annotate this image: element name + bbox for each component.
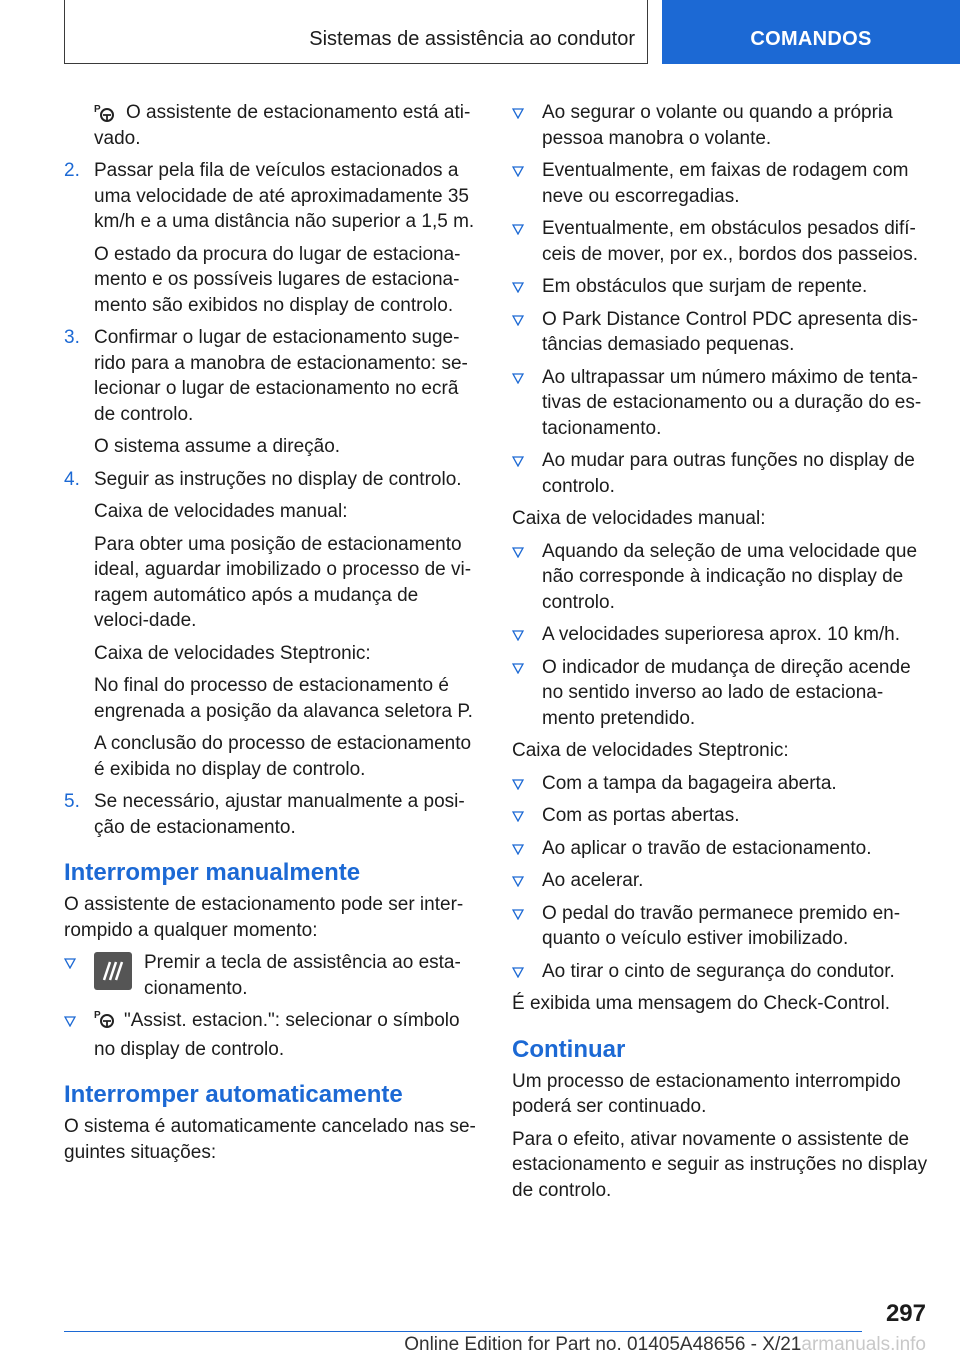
paragraph: O assistente de estacionamento pode ser inter-rompido a qualquer momento:: [64, 894, 464, 941]
step-number: 2.: [64, 160, 80, 181]
bullet-text: "Assist. estacion.": selecionar o símbolo no display de controlo.: [94, 1010, 460, 1060]
bullet-item: [512, 307, 928, 358]
bullet-text: Com as portas abertas.: [542, 805, 740, 826]
bullet-text: Ao acelerar.: [542, 870, 644, 891]
bullet-item: [512, 771, 928, 797]
bullet-item: [512, 274, 928, 300]
bullet-item: [512, 836, 928, 862]
bullet-item: [512, 901, 928, 952]
header-box: [64, 0, 648, 64]
step-text: Se necessário, ajustar manualmente a posi-ção de estacionamento.: [94, 791, 465, 838]
bullet-text: Com a tampa da bagageira aberta.: [542, 772, 837, 794]
triangle-bullet-icon: [512, 622, 524, 641]
edition-text: Online Edition for Part no. 01405A48656 - X/21: [404, 1334, 802, 1355]
bullet-item: [64, 950, 476, 1001]
chapter-tab: [662, 0, 960, 64]
svg-text:P: P: [94, 104, 101, 115]
triangle-bullet-icon: [512, 307, 524, 326]
bullet-text: O Park Distance Control PDC apresenta dis-tâncias demasiado pequenas.: [542, 308, 918, 355]
triangle-bullet-icon: [512, 836, 524, 855]
bullet-text: Em obstáculos que surjam de repente.: [542, 276, 868, 297]
paragraph: Caixa de velocidades manual:: [512, 508, 766, 529]
step-text: O estado da procura do lugar de estaciona-mento e os possíveis lugares de estaciona-mento são exibidos no display de controlo.: [94, 243, 461, 316]
triangle-bullet-icon: [512, 216, 524, 235]
parking-assistant-icon: [94, 103, 116, 131]
triangle-bullet-icon: [512, 771, 524, 790]
bullet-text: Ao mudar para outras funções no display de controlo.: [542, 450, 915, 497]
triangle-bullet-icon: [512, 868, 524, 887]
paragraph: Caixa de velocidades Steptronic:: [512, 740, 789, 761]
heading-manual-interrupt: Interromper manualmente: [64, 859, 361, 886]
chapter-tab-label: COMANDOS: [750, 28, 872, 50]
bullet-item: [512, 448, 928, 499]
paragraph: Para o efeito, ativar novamente o assistente de estacionamento e seguir as instruções no display de controlo.: [512, 1128, 928, 1201]
triangle-bullet-icon: [512, 274, 524, 293]
heading-auto-interrupt: Interromper automaticamente: [64, 1081, 403, 1108]
bullet-item: [512, 868, 928, 894]
heading-continue: Continuar: [512, 1035, 626, 1063]
bullet-item: [512, 655, 928, 732]
bullet-text: Eventualmente, em faixas de rodagem com neve ou escorregadias.: [542, 160, 909, 207]
step-text: A conclusão do processo de estacionamento é exibida no display de controlo.: [94, 733, 472, 780]
triangle-bullet-icon: [512, 158, 524, 177]
bullet-item: [512, 622, 928, 648]
bullet-text: Ao segurar o volante ou quando a própria pessoa manobra o volante.: [542, 102, 893, 149]
triangle-bullet-icon: [512, 901, 524, 920]
paragraph: O sistema é automaticamente cancelado nas se-guintes situações:: [64, 1116, 476, 1163]
triangle-bullet-icon: [512, 448, 524, 467]
paragraph: É exibida uma mensagem do Check-Control.: [512, 993, 891, 1014]
step-text: Passar pela fila de veículos estacionados a uma velocidade de até aproximadamente 35 km/h e a uma distância não superior a 1,5 m.: [94, 160, 475, 232]
bullet-text: Aquando da seleção de uma velocidade que não corresponde à indicação no display de controlo.: [542, 540, 918, 613]
triangle-bullet-icon: [512, 803, 524, 822]
step-text: Para obter uma posição de estacionamento ideal, aguardar imobilizado o processo de vi-ragem automático após a mudança de veloci-dade.: [94, 533, 472, 631]
right-column: [512, 100, 928, 1210]
triangle-bullet-icon: [64, 1008, 76, 1027]
step-text: Confirmar o lugar de estacionamento suge-rido para a manobra de estacionamento: se-lecionar o lugar de estacionamento no ecrã de controlo.: [94, 327, 468, 425]
bullet-text: A velocidades superioresa aprox. 10 km/h.: [542, 624, 901, 645]
bullet-text: Eventualmente, em obstáculos pesados difí-ceis de mover, por ex., bordos dos passeios.: [542, 218, 918, 265]
triangle-bullet-icon: [512, 365, 524, 384]
bullet-item: [512, 959, 928, 985]
step-number: 3.: [64, 327, 80, 348]
svg-text:P: P: [94, 1010, 101, 1021]
intro-line: [64, 100, 476, 151]
bullet-item: [512, 216, 928, 267]
step-5: [64, 789, 476, 840]
step-3: [64, 325, 476, 460]
intro-text: O assistente de estacionamento está ati-vado.: [94, 102, 471, 149]
step-text: No final do processo de estacionamento é engrenada a posição da alavanca seletora P.: [94, 675, 473, 722]
bullet-item: [512, 803, 928, 829]
footer-edition: [64, 1334, 926, 1356]
triangle-bullet-icon: [512, 539, 524, 558]
step-text: Caixa de velocidades Steptronic:: [94, 642, 371, 664]
paragraph: Um processo de estacionamento interrompido poderá ser continuado.: [512, 1070, 901, 1117]
section-title: Sistemas de assistência ao condutor: [309, 28, 635, 50]
bullet-text: O pedal do travão permanece premido en-quanto o veículo estiver imobilizado.: [542, 902, 901, 949]
step-number: 5.: [64, 791, 80, 812]
triangle-bullet-icon: [64, 950, 76, 969]
step-4: [64, 467, 476, 783]
step-text: O sistema assume a direção.: [94, 436, 341, 457]
bullet-item: [512, 539, 928, 616]
bullet-item: [512, 365, 928, 442]
parking-button-icon: [94, 952, 132, 990]
triangle-bullet-icon: [512, 100, 524, 119]
step-text: Seguir as instruções no display de controlo.: [94, 468, 462, 490]
bullet-item: [512, 100, 928, 151]
watermark: armanuals.info: [801, 1334, 926, 1355]
footer-divider: [64, 1331, 862, 1332]
step-number: 4.: [64, 468, 80, 490]
left-column: [64, 100, 476, 1172]
bullet-text: Ao tirar o cinto de segurança do condutor.: [542, 960, 895, 982]
triangle-bullet-icon: [512, 655, 524, 674]
bullet-item: [64, 1008, 476, 1062]
bullet-item: [512, 158, 928, 209]
page-number: 297: [885, 1300, 926, 1327]
triangle-bullet-icon: [512, 959, 524, 978]
parking-assistant-icon: [94, 1009, 116, 1037]
bullet-text: Ao aplicar o travão de estacionamento.: [542, 837, 872, 859]
bullet-text: Premir a tecla de assistência ao esta-cionamento.: [144, 952, 461, 999]
step-2: [64, 158, 476, 318]
bullet-text: O indicador de mudança de direção acende no sentido inverso ao lado de estaciona-mento pretendido.: [542, 656, 911, 729]
bullet-text: Ao ultrapassar um número máximo de tenta-tivas de estacionamento ou a duração do es-tacionamento.: [542, 366, 922, 439]
step-text: Caixa de velocidades manual:: [94, 501, 348, 522]
